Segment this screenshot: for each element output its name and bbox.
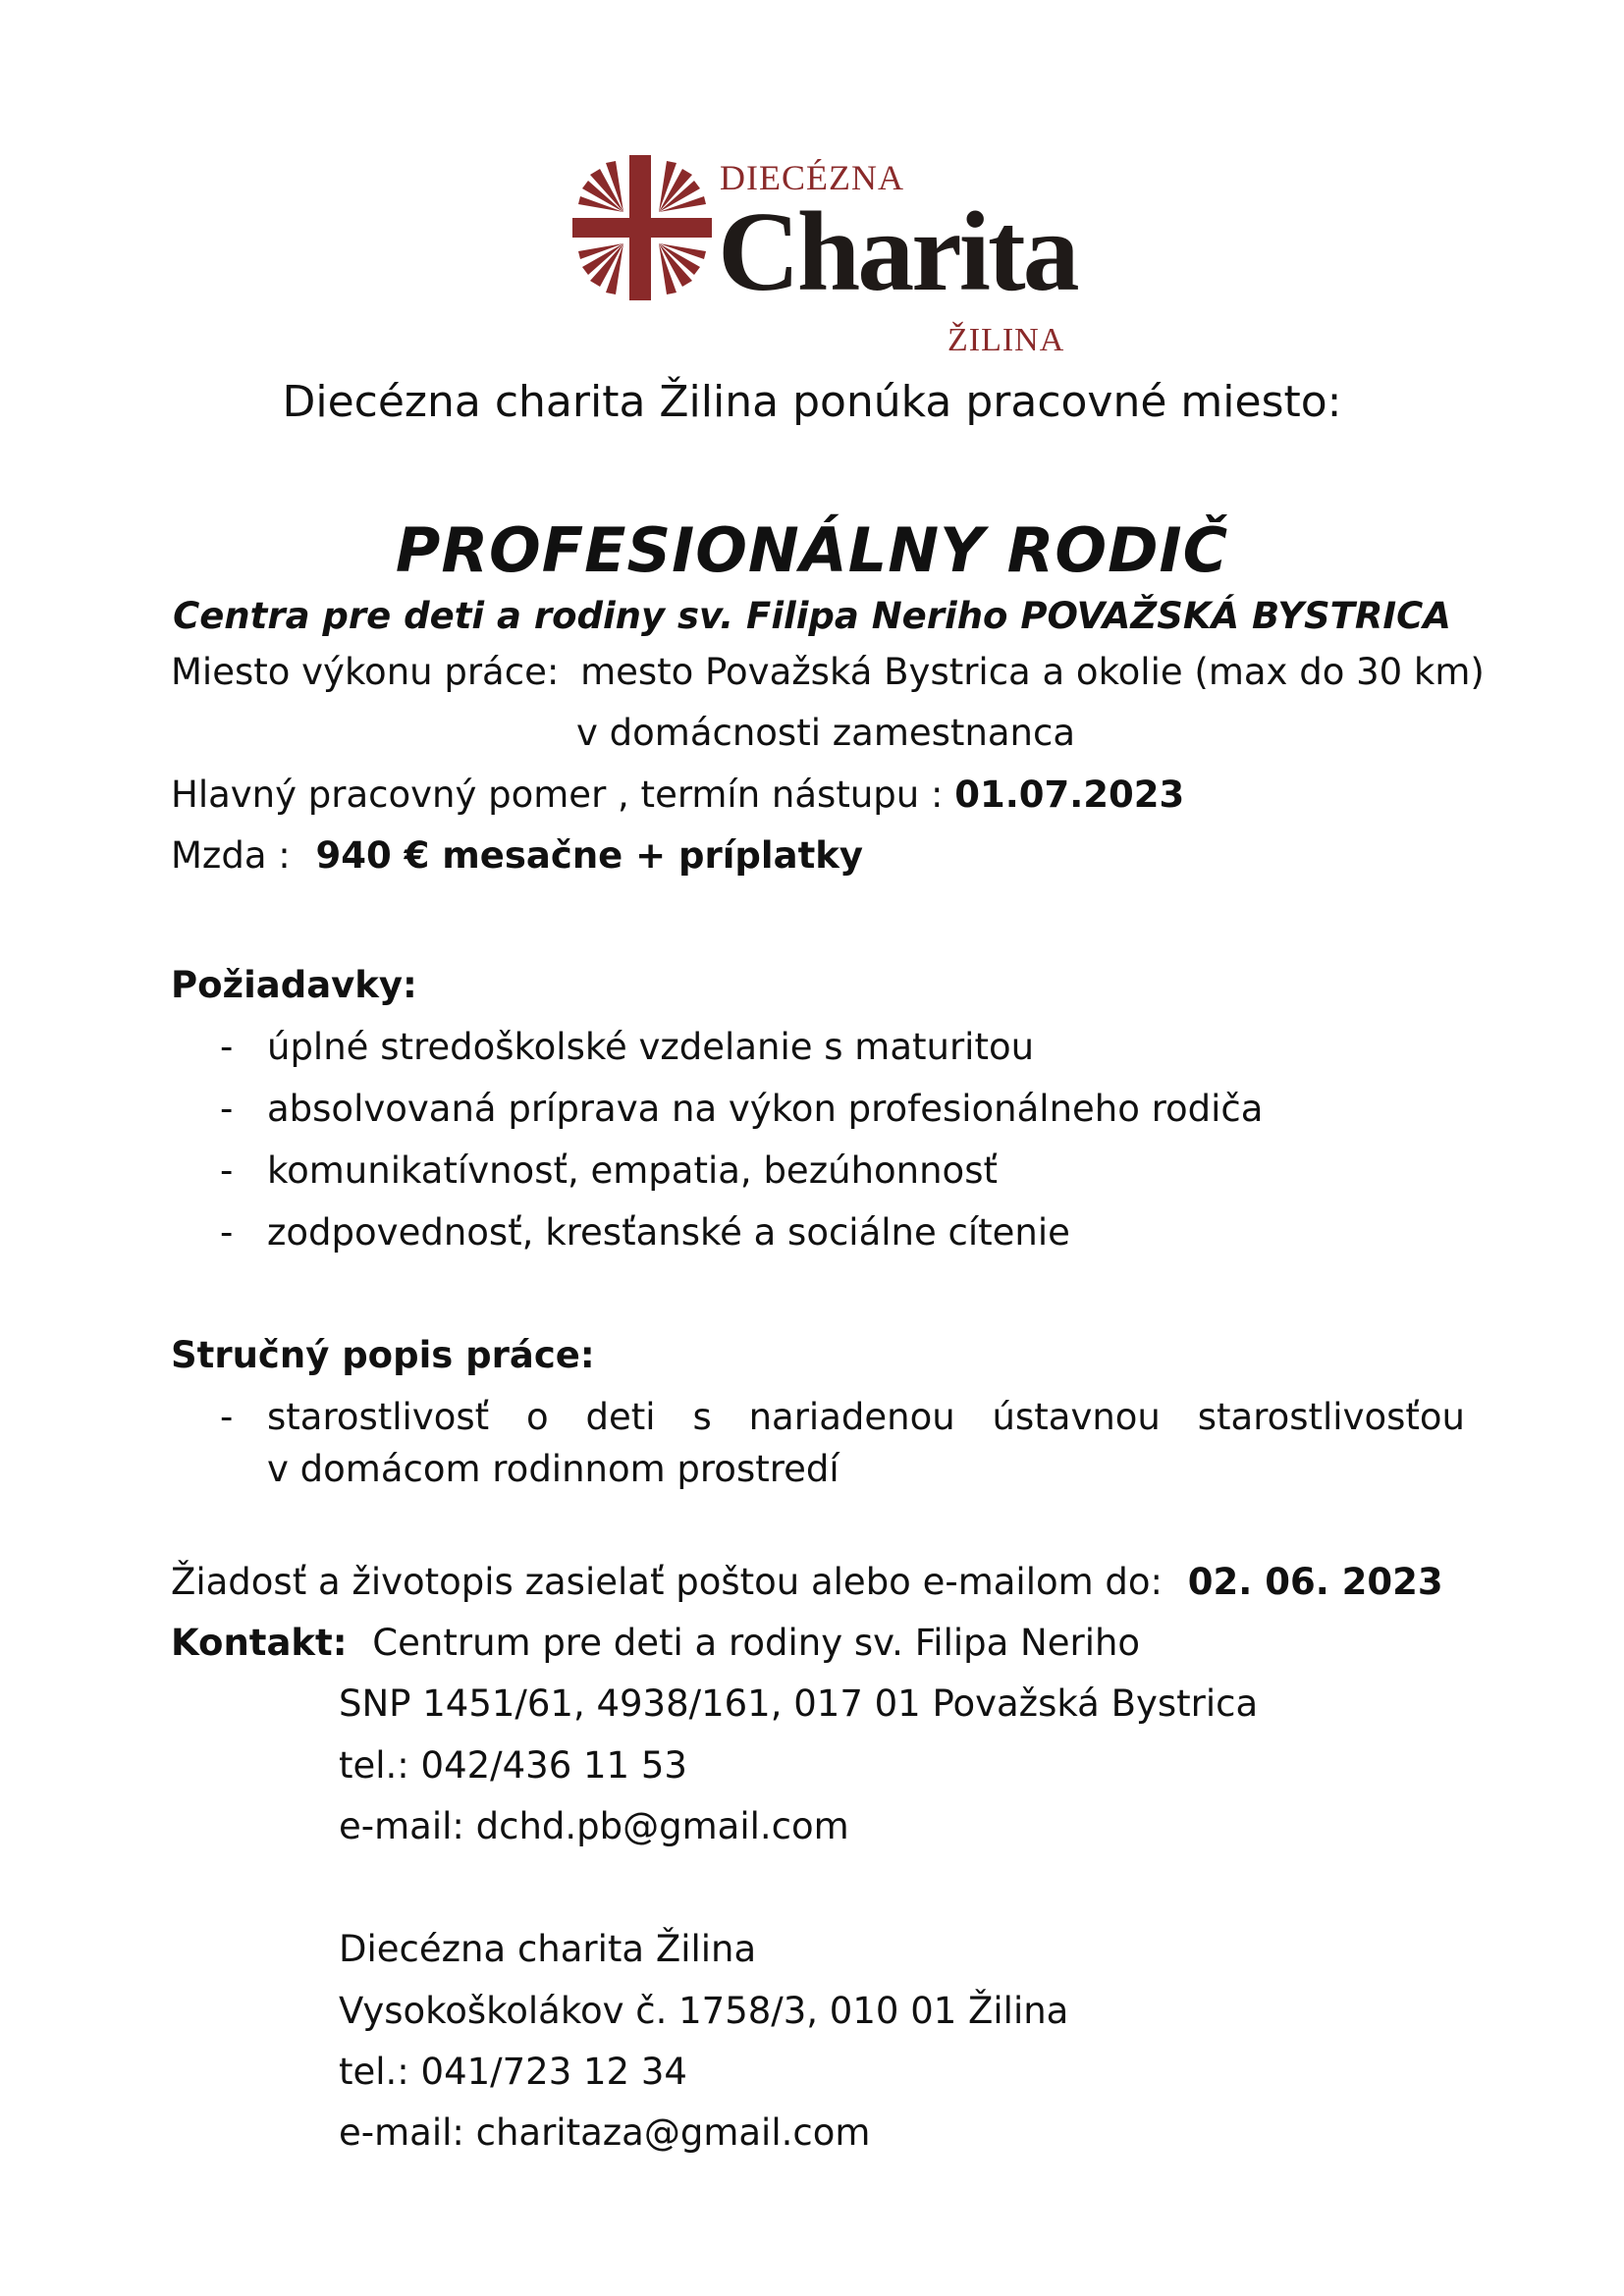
contact-label: Kontakt: bbox=[171, 1622, 348, 1664]
org-address: Vysokoškolákov č. 1758/3, 010 01 Žilina bbox=[339, 1990, 1069, 2032]
logo-main-text: Charita bbox=[718, 189, 1077, 315]
org-email: e-mail: charitaza@gmail.com bbox=[339, 2111, 871, 2154]
salary-value: 940 € mesačne + príplatky bbox=[315, 834, 863, 877]
application-line bbox=[171, 1561, 1443, 1604]
logo-top-text: DIECÉZNA bbox=[720, 158, 904, 197]
center-tel: tel.: 042/436 11 53 bbox=[339, 1744, 687, 1787]
salary-line bbox=[171, 834, 863, 878]
salary-label: Mzda : bbox=[171, 834, 291, 877]
list-bullet: - bbox=[220, 1149, 234, 1192]
requirement-item: absolvovaná príprava na výkon profesionálneho rodiča bbox=[267, 1088, 1264, 1130]
requirement-item: zodpovednosť, kresťanské a sociálne cítenie bbox=[267, 1211, 1070, 1254]
requirement-item: komunikatívnosť, empatia, bezúhonnosť bbox=[267, 1149, 998, 1192]
list-bullet: - bbox=[220, 1026, 234, 1068]
place-of-work bbox=[171, 651, 1485, 694]
contact-line bbox=[171, 1622, 1140, 1665]
description-line-2: v domácom rodinnom prostredí bbox=[267, 1448, 839, 1490]
description-line-1: starostlivosť o deti s nariadenou ústavnou starostlivosťou bbox=[267, 1396, 1465, 1438]
contract-line bbox=[171, 774, 1184, 817]
description-heading: Stručný popis práce: bbox=[171, 1334, 595, 1376]
center-name: Centrum pre deti a rodiny sv. Filipa Neriho bbox=[372, 1622, 1141, 1664]
list-bullet: - bbox=[220, 1396, 234, 1438]
place-value: mesto Považská Bystrica a okolie (max do 30 km) bbox=[580, 651, 1485, 693]
contract-label: Hlavný pracovný pomer , termín nástupu : bbox=[171, 774, 944, 816]
charita-cross-icon bbox=[572, 155, 712, 300]
contract-date: 01.07.2023 bbox=[954, 774, 1185, 816]
requirements-heading: Požiadavky: bbox=[171, 964, 417, 1006]
intro-line: Diecézna charita Žilina ponúka pracovné miesto: bbox=[282, 377, 1342, 427]
logo-bottom-text: ŽILINA bbox=[947, 322, 1065, 358]
place-value-2: v domácnosti zamestnanca bbox=[576, 712, 1076, 754]
list-bullet: - bbox=[220, 1088, 234, 1130]
center-address: SNP 1451/61, 4938/161, 017 01 Považská Bystrica bbox=[339, 1682, 1259, 1725]
org-tel: tel.: 041/723 12 34 bbox=[339, 2051, 687, 2093]
center-email: e-mail: dchd.pb@gmail.com bbox=[339, 1805, 849, 1847]
charita-logo bbox=[572, 145, 1077, 371]
job-title: PROFESIONÁLNY RODIČ bbox=[395, 514, 1229, 586]
list-bullet: - bbox=[220, 1211, 234, 1254]
requirement-item: úplné stredoškolské vzdelanie s maturitou bbox=[267, 1026, 1035, 1068]
place-label: Miesto výkonu práce: bbox=[171, 651, 560, 693]
application-deadline: 02. 06. 2023 bbox=[1187, 1561, 1443, 1603]
application-text: Žiadosť a životopis zasielať poštou alebo e-mailom do: bbox=[171, 1561, 1164, 1603]
job-subtitle: Centra pre deti a rodiny sv. Filipa Neriho POVAŽSKÁ BYSTRICA bbox=[173, 595, 1451, 637]
org-name: Diecézna charita Žilina bbox=[339, 1928, 757, 1970]
